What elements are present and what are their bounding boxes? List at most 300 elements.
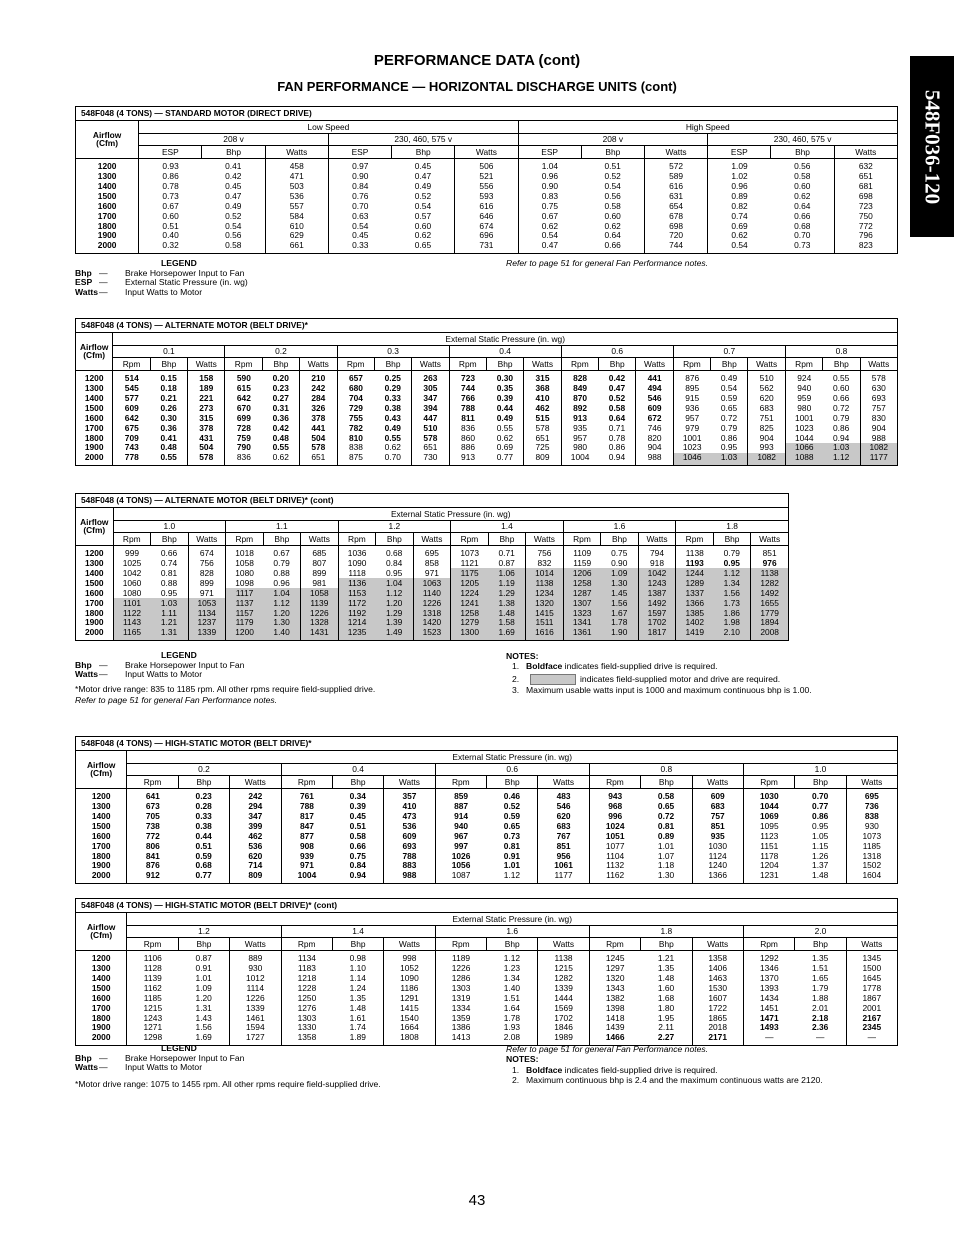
column-header-rpm: Rpm [743,776,794,789]
data-cell: 0.79 [720,422,738,433]
data-cell: 1134 [297,953,316,964]
data-cell: 698 [834,191,897,201]
legend-3-item-bhp: Bhp — Brake Horsepower Input to Fan [75,659,245,670]
data-cell: 1241 [451,598,489,608]
data-cell: 1.30 [263,618,301,628]
data-cell: 0.42 [608,373,626,384]
data-cell: 0.91 [503,850,521,861]
column-header-rpm: Rpm [743,938,794,951]
airflow-cfm: 1800 [76,851,127,861]
data-cell: 0.96 [731,181,748,192]
data-cell: 1200 [226,628,264,640]
data-cell: 0.44 [496,402,514,413]
data-cell: 0.59 [720,393,738,404]
data-cell: 315 [188,413,225,423]
airflow-cfm: 1300 [76,963,127,973]
data-cell: 410 [384,801,435,811]
data-cell: 0.15 [160,373,177,384]
data-cell: 981 [301,578,339,588]
data-cell: 0.77 [178,871,229,883]
data-cell: 0.49 [496,412,514,423]
data-cell: 1090 [384,973,435,983]
data-cell: 915 [685,393,700,404]
column-header-watts: Watts [300,358,337,371]
data-cell: 1.79 [812,982,829,993]
column-header-bhp: Bhp [771,146,834,159]
data-cell: 1393 [759,982,779,993]
data-cell: 1215 [538,963,589,973]
airflow-cfm: 1200 [76,950,127,963]
data-cell: 0.36 [160,422,177,433]
data-cell: 1228 [297,982,317,993]
pressure-group-row [76,520,789,533]
data-cell: 1138 [751,568,789,578]
data-cell: 940 [797,383,812,394]
data-cell: 1177 [860,453,897,465]
data-cell: 683 [692,801,743,811]
data-cell: 1053 [188,598,226,608]
data-cell: 0.43 [384,412,401,423]
data-cell: 0.78 [608,432,626,443]
pressure-group-1.2: 1.2 [127,925,281,938]
voltage-header-row [76,133,898,146]
column-header-bhp: Bhp [795,938,846,951]
data-cell: 284 [300,393,337,403]
data-cell: 0.72 [657,811,675,822]
data-cell: 1124 [692,851,743,861]
airflow-cfm: 1700 [76,598,114,608]
pressure-group-0.6: 0.6 [561,345,673,358]
data-cell: 2.01 [812,1002,829,1013]
data-cell: 651 [412,443,449,453]
data-cell: 757 [692,811,743,821]
data-cell: 1.40 [263,628,301,640]
airflow-cfm: 1300 [76,801,127,811]
data-cell: 1.11 [151,608,189,618]
data-cell: 1307 [563,598,601,608]
data-cell: 0.23 [195,791,212,802]
data-cell: 1323 [563,608,601,618]
column-header-watts: Watts [524,358,561,371]
data-cell: 1.15 [812,840,829,851]
column-header-watts: Watts [751,533,789,546]
data-cell: 967 [454,830,469,841]
airflow-cfm: 1200 [76,158,139,171]
column-header-watts: Watts [692,938,743,951]
data-cell: 1361 [563,628,601,640]
column-header-rpm: Rpm [561,358,598,371]
data-cell: 0.70 [794,230,811,241]
airflow-cfm: 1400 [76,973,127,983]
data-cell: 820 [636,433,673,443]
airflow-header [76,508,114,546]
data-cell: 536 [265,191,328,201]
data-cell: 0.86 [832,422,850,433]
data-cell: 943 [608,791,623,802]
data-cell: 0.58 [202,241,265,253]
column-header-rpm: Rpm [338,533,376,546]
data-cell: 936 [685,402,700,413]
column-header-bhp: Bhp [178,938,229,951]
data-cell: 1073 [846,831,897,841]
data-cell: 0.33 [195,811,212,822]
data-cell: 809 [524,453,561,465]
data-cell: 1.48 [657,973,675,984]
data-cell: 828 [188,568,226,578]
data-cell: 0.73 [503,830,521,841]
data-cell: 0.86 [162,171,179,182]
side-tab-label: 548F036-120 [920,89,945,204]
legend-1 [75,259,248,298]
data-cell: 1063 [413,578,451,588]
data-cell: 790 [236,442,251,453]
data-cell: 1461 [230,1013,281,1023]
data-cell: 447 [412,413,449,423]
data-cell: 1318 [413,608,451,618]
data-cell: 1159 [573,558,592,569]
airflow-cfm: 1500 [76,403,113,413]
column-header-row [76,776,898,789]
pressure-group-1.0: 1.0 [113,520,226,533]
table-row [76,383,898,393]
data-cell: 0.52 [414,190,432,201]
data-cell: 1722 [692,1003,743,1013]
table-row [76,973,898,983]
table-row [76,1003,898,1013]
data-cell: 892 [573,402,588,413]
data-cell: 859 [454,791,469,802]
data-cell: 0.86 [720,432,738,443]
data-cell: 738 [145,820,160,831]
table-row [76,403,898,413]
notes-3 [506,651,812,695]
data-cell: 1330 [297,1022,317,1033]
data-cell: 1185 [143,992,162,1003]
data-cell: 504 [188,443,225,453]
data-cell: 1123 [760,830,779,841]
data-cell: 616 [644,181,707,191]
data-cell: 1358 [692,950,743,963]
data-cell: 1235 [338,628,376,640]
data-cell: 971 [299,860,314,871]
data-cell: 1398 [605,1002,625,1013]
data-cell: 1.35 [657,963,675,974]
data-cell: 263 [412,370,449,383]
data-cell: 1226 [301,608,339,618]
data-cell: 2345 [846,1023,897,1033]
data-cell: 810 [348,432,363,443]
table-row [76,578,789,588]
data-cell: 1087 [435,871,486,883]
column-header-bhp: Bhp [795,776,846,789]
airflow-cfm: 1700 [76,211,139,221]
data-cell: 0.68 [195,860,212,871]
data-cell: 0.75 [611,548,628,559]
data-cell: 1162 [143,982,162,993]
speed-group-high: High Speed [518,121,897,134]
data-cell: 609 [124,402,139,413]
data-cell: 0.83 [541,190,559,201]
refer-note-5: Refer to page 51 for general Fan Performance notes. [506,1044,709,1054]
airflow-label-line: (Cfm) [83,525,106,536]
data-cell: 0.33 [384,393,401,404]
data-cell: 841 [145,850,160,861]
data-cell: 1024 [605,820,625,831]
airflow-label-line: Airflow [86,759,116,770]
table-title: 548F048 (4 TONS) — ALTERNATE MOTOR (BELT DRIVE)* (cont) [76,494,789,508]
data-cell: 1989 [538,1033,589,1045]
data-cell: 1.34 [713,578,751,588]
data-cell: 1.29 [488,588,526,598]
data-cell: 615 [236,383,251,394]
data-cell: 368 [524,383,561,393]
data-cell: 0.68 [385,548,403,559]
data-cell: 1894 [751,618,789,628]
column-header-bhp: Bhp [178,776,229,789]
column-header-rpm: Rpm [127,776,178,789]
data-cell: 956 [538,851,589,861]
data-cell: 1298 [127,1033,178,1045]
table-row [76,788,898,801]
data-cell: 1157 [226,608,264,618]
data-cell: 0.49 [414,181,432,192]
data-cell: 0.54 [720,383,738,394]
data-cell: 1471 [759,1012,779,1023]
data-cell: 1.03 [711,453,748,465]
data-cell: 1258 [451,608,489,618]
column-header-bhp: Bhp [486,358,523,371]
data-cell: 0.30 [160,412,177,423]
airflow-label-line: Airflow [80,516,109,527]
data-cell: 1366 [676,598,714,608]
table-row [76,558,789,568]
data-cell: 1655 [751,598,789,608]
data-cell: 1.48 [488,608,526,618]
data-cell: 723 [461,373,476,384]
table-row [76,628,789,640]
voltage-group: 230, 460, 575 v [708,133,898,146]
motor-note-3: *Motor drive range: 835 to 1185 rpm. All other rpms require field-supplied drive. [75,684,376,694]
data-cell: 546 [636,393,673,403]
data-cell: 2.27 [641,1033,692,1045]
data-cell: 1664 [384,1023,435,1033]
data-cell: 651 [524,433,561,443]
data-cell: 378 [188,423,225,433]
data-cell: 782 [348,422,363,433]
esp-header: External Static Pressure (in. wg) [127,913,898,926]
airflow-cfm: 1900 [76,231,139,241]
data-cell: 725 [524,443,561,453]
data-cell: 935 [692,831,743,841]
data-cell: 723 [834,201,897,211]
table-row [76,983,898,993]
data-cell: 757 [860,403,897,413]
data-cell: 913 [449,453,486,465]
data-cell: 957 [573,432,588,443]
column-header-bhp: Bhp [151,533,189,546]
data-cell: 410 [524,393,561,403]
data-cell: 1.60 [657,982,675,993]
data-cell: 504 [300,433,337,443]
data-cell: 1.14 [349,973,366,984]
data-cell: 545 [124,383,139,394]
data-cell: 630 [860,383,897,393]
data-cell: 1143 [113,618,151,628]
table-title: 548F048 (4 TONS) — ALTERNATE MOTOR (BELT DRIVE)* [76,319,898,333]
data-cell: 1.03 [151,598,189,608]
column-header-bhp: Bhp [599,358,636,371]
column-header-bhp: Bhp [332,776,383,789]
column-header-rpm: Rpm [563,533,601,546]
airflow-cfm: 1400 [76,181,139,191]
column-header-bhp: Bhp [374,358,411,371]
data-cell: 503 [265,181,328,191]
table-row [76,231,898,241]
data-cell: 0.45 [349,811,366,822]
data-cell: 759 [236,432,251,443]
data-cell: 729 [348,402,363,413]
column-header-watts: Watts [538,776,589,789]
data-cell: 1439 [605,1022,625,1033]
data-cell: 1451 [759,1002,779,1013]
column-header-watts: Watts [265,146,328,159]
data-cell: 0.55 [384,432,401,443]
data-cell: 1282 [538,973,589,983]
data-cell: 858 [413,558,451,568]
data-cell: 1597 [638,608,676,618]
data-cell: 971 [188,588,226,598]
data-cell: 1077 [605,840,625,851]
airflow-cfm: 1900 [76,443,113,453]
data-cell: 510 [748,370,785,383]
data-cell: 1523 [413,628,451,640]
data-cell: 1289 [676,578,714,588]
data-cell: 0.95 [812,820,829,831]
data-cell: 751 [748,413,785,423]
data-cell: 642 [124,412,139,423]
data-cell: 1702 [538,1013,589,1023]
data-cell: 1.07 [657,850,675,861]
column-header-watts: Watts [188,358,225,371]
data-cell: 0.66 [581,241,644,253]
table-row [76,993,898,1003]
data-cell: 1.56 [601,598,639,608]
data-cell: 0.95 [385,568,403,579]
airflow-cfm: 1800 [76,433,113,443]
data-cell: 1271 [143,1022,163,1033]
data-cell: 1.39 [376,618,414,628]
column-header-watts: Watts [455,146,518,159]
data-cell: 1138 [526,578,564,588]
data-cell: 887 [454,801,469,812]
data-cell: 1128 [143,963,162,974]
data-cell: 1.49 [376,628,414,640]
column-header-esp: ESP [328,146,391,159]
data-cell: 744 [644,241,707,253]
airflow-cfm: 1900 [76,1023,127,1033]
data-cell: 1151 [760,840,779,851]
data-cell: 347 [230,811,281,821]
airflow-cfm: 1600 [76,993,127,1003]
data-cell: 1282 [751,578,789,588]
data-cell: 1616 [526,628,564,640]
data-cell: 0.45 [352,230,369,241]
data-cell: 462 [524,403,561,413]
data-cell: 1.30 [641,871,692,883]
pressure-group-0.6: 0.6 [435,763,589,776]
data-cell: 2.11 [658,1022,674,1033]
data-cell: 685 [301,545,339,558]
data-cell: 1530 [692,983,743,993]
column-header-watts: Watts [413,533,451,546]
data-cell: 357 [384,788,435,801]
pressure-group-1.1: 1.1 [226,520,339,533]
data-cell: 378 [300,413,337,423]
data-cell: 242 [300,383,337,393]
data-cell: 1808 [384,1033,435,1045]
table-row [76,443,898,453]
data-cell: 736 [846,801,897,811]
data-cell: 1382 [605,992,625,1003]
data-cell: 1.65 [812,973,829,984]
data-cell: 1.09 [601,568,639,578]
table-row [76,211,898,221]
data-cell: 997 [454,840,469,851]
pressure-group-row [76,925,898,938]
column-header-watts: Watts [384,938,435,951]
data-cell: 305 [412,383,449,393]
data-cell: 1.73 [713,598,751,608]
data-cell: 904 [860,423,897,433]
data-cell: 1250 [297,992,317,1003]
data-cell: 1.56 [195,1022,212,1033]
airflow-cfm: 1500 [76,191,139,201]
data-cell: 699 [236,412,251,423]
data-cell: 899 [188,578,226,588]
data-cell: 766 [461,393,476,404]
data-cell: 1185 [846,841,897,851]
airflow-cfm: 1200 [76,545,114,558]
table-row [76,963,898,973]
data-cell: 1234 [526,588,564,598]
data-cell: 674 [188,545,226,558]
data-cell: 883 [384,861,435,871]
data-cell: — [846,1033,897,1045]
data-cell: 998 [384,950,435,963]
data-cell: 0.97 [352,161,369,172]
airflow-cfm: 1900 [76,861,127,871]
data-cell: 1.26 [812,850,829,861]
data-cell: 678 [644,211,707,221]
data-cell: 0.69 [731,220,748,231]
data-cell: 0.65 [392,241,455,253]
column-header-watts: Watts [644,146,707,159]
data-cell: 458 [265,158,328,171]
table-row [76,801,898,811]
data-cell: 1030 [759,791,779,802]
data-cell: 1189 [452,953,471,964]
column-header-watts: Watts [526,533,564,546]
data-cell: 924 [797,373,812,384]
data-cell: 875 [337,453,374,465]
data-cell: 940 [454,820,469,831]
data-cell: 1012 [230,973,281,983]
data-cell: 578 [188,453,225,465]
data-cell: 0.73 [162,190,179,201]
data-cell: 1052 [384,963,435,973]
data-cell: 1.56 [713,588,751,598]
data-cell: 0.54 [352,220,369,231]
